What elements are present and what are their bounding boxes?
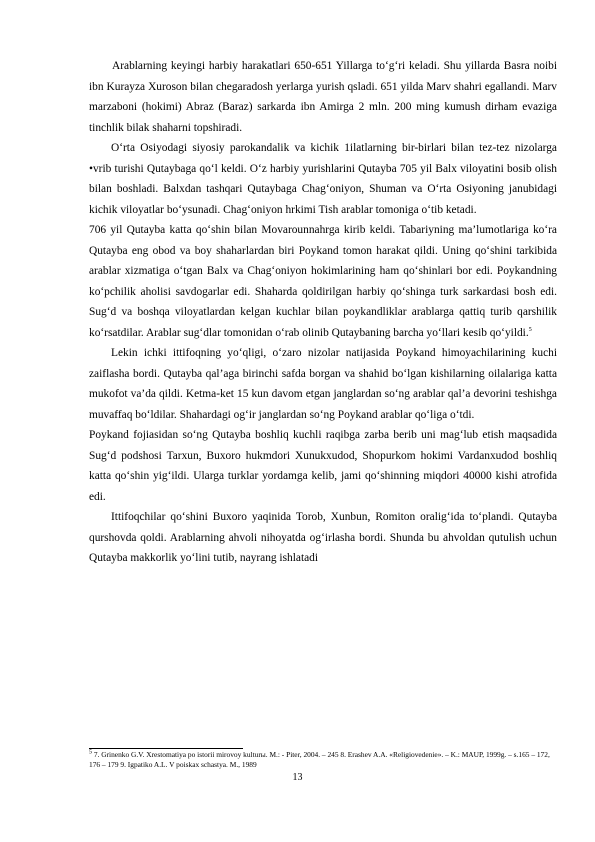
paragraph-4 bbox=[89, 343, 557, 425]
footnote-text: 7. Grinenko G.V. Xrestomatiya po istorii mirovoy kulturы. M.: - Piter, 2004. – 245 8. Erashev A.A. «Religiovedenie». – K.: MAUP, 1999g. – s.165 – 172, 176 – 179 9. Igpatiko A.L. V poiskax schastya. M., 1989 bbox=[89, 750, 550, 769]
body-text bbox=[89, 56, 557, 569]
paragraph-6-text: Ittifoqchilar qo‘shini Buxoro yaqinida Torob, Xunbun, Romiton oralig‘ida to‘plandi. Qutayba qurshovda qoldi. Arablarning ahvoli nihoyatda og‘irlasha bordi. Shunda bu ahvoldan qutulish uchun Qutayba makkorlik yo‘lini tutib, nayrang ishlatadi bbox=[89, 511, 557, 564]
paragraph-3-text: 706 yil Qutayba katta qo‘shin bilan Movarounnahrga kirib keldi. Tabariyning ma’lumotlariga ko‘ra Qutayba eng obod va boy shaharlardan biri Poykand tomon harakat qildi. Uning qo‘shini tarkibida arablar xizmatiga o‘tgan Balx va Chag‘oniyon hokimlarining ham qo‘shinlari bor edi. Poykandning ko‘pchilik aholisi savdogarlar edi. Shaharda qoldirilgan harbiy qo‘shinga turk sarkardasi bosh edi. Sug‘d va boshqa viloyatlardan kelgan kuchlar bilan poykandliklar arablarga qattiq turib qarshilik ko‘rsatdilar. Arablar sug‘dlar tomonidan o‘rab olinib Qutaybaning barcha yo‘llari kesib qo‘yildi. bbox=[89, 224, 557, 339]
paragraph-5-text: Poykand fojiasidan so‘ng Qutayba boshliq kuchli raqibga zarba berib uni mag‘lub etish maqsadida Sug‘d podshosi Tarxun, Buxoro hukmdori Xunukxudod, Shopurkom hokimi Vardanxudod boshliq katta qo‘shin yig‘ildi. Ularga turklar yordamga kelib, jami qo‘shinning miqdori 40000 kishi atrofida edi. bbox=[89, 429, 557, 503]
footnote bbox=[89, 750, 559, 770]
paragraph-3 bbox=[89, 220, 557, 343]
footnote-marker: 5 bbox=[89, 749, 92, 756]
footnote-reference: 5 bbox=[528, 326, 532, 333]
paragraph-1-text: Arablarning keyingi harbiy harakatlari 650-651 Yillarga to‘g‘ri keladi. Shu yillarda Basra noibi ibn Kurayza Xuroson bilan chegaradosh yerlarga yurish qsladi. 651 yilda Marv shahri egallandi. Marv marzaboni (hokimi) Abraz (Baraz) sarkarda ibn Amirga 2 mln. 200 ming kumush dirham evaziga tinchlik bilak shaharni topshiradi. bbox=[89, 60, 557, 134]
paragraph-4-text: Lekin ichki ittifoqning yo‘qligi, o‘zaro nizolar natijasida Poykand himoyachilarining kuchi zaiflasha bordi. Qutayba qal’aga birinchi safda borgan va shahid bo‘lgan kishilarning oilalariga katta mukofot va’da qildi. Ketma-ket 15 kun davom etgan janglardan so‘ng arablar qal’a devorini teshishga muvaffaq bo‘ldilar. Shahardagi og‘ir janglardan so‘ng Poykand arablar qo‘liga o‘tdi. bbox=[89, 347, 557, 421]
footnote-separator bbox=[89, 748, 243, 749]
paragraph-2 bbox=[89, 138, 557, 220]
paragraph-5 bbox=[89, 425, 557, 507]
page-number: 13 bbox=[292, 772, 303, 783]
paragraph-6 bbox=[89, 507, 557, 569]
paragraph-1 bbox=[89, 56, 557, 138]
paragraph-2-text: O‘rta Osiyodagi siyosiy parokandalik va kichik 1ilatlarning bir-birlari bilan tez-tez nizolarga •vrib turishi Qutaybaga qo‘l keldi. O‘z harbiy yurishlarini Qutayba 705 yil Balx viloyatini bosib olish bilan boshladi. Balxdan tashqari Qutaybaga Chag‘oniyon, Shuman va O‘rta Osiyoning janubidagi kichik viloyatlar bo‘ysunadi. Chag‘oniyon hrkimi Tish arablar tomoniga o‘tib ketadi. bbox=[89, 142, 557, 216]
